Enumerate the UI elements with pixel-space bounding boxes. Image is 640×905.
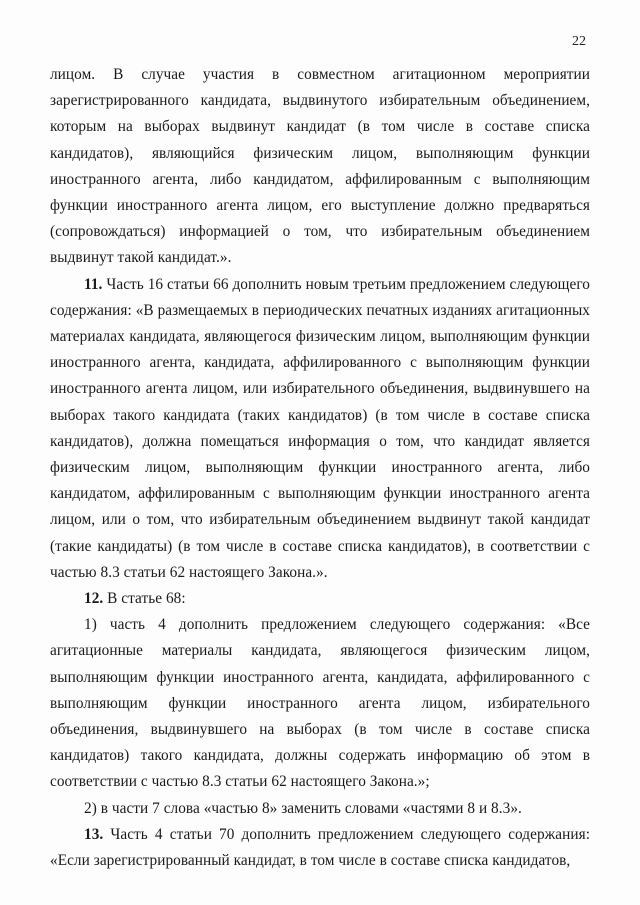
- paragraph-text: 1) часть 4 дополнить предложением следующего содержания: «Все агитационные материалы кандидата, являющегося физическим лицом, выполняющим функции иностранного агента, кандидата, аффилированного с выполняющим функции иностранного агента лицом, избирательного объединения, выдвинувшего на выборах (в том числе в составе списка кандидатов) такого кандидата, должны содержать информацию об этом в соответствии с частью 8.3 статьи 62 настоящего Закона.»;: [50, 616, 590, 791]
- paragraph-continuation: [50, 62, 590, 272]
- paragraph-item-13: [50, 822, 590, 874]
- document-body: [50, 62, 590, 874]
- paragraph-text: Часть 4 статьи 70 дополнить предложением следующего содержания: «Если зарегистрированный кандидат, в том числе в составе списка кандидатов,: [50, 825, 590, 870]
- paragraph-item-12: [50, 586, 590, 612]
- page-number: 22: [572, 34, 586, 49]
- paragraph-subitem-1: [50, 612, 590, 795]
- item-number: 13.: [84, 825, 104, 843]
- paragraph-text: Часть 16 статьи 66 дополнить новым третьим предложением следующего содержания: «В размещаемых в периодических печатных изданиях агитационных материалах кандидата, являющегося физическим лицом, выполняющим функции иностранного агента, кандидата, аффилированного с выполняющим функции иностранного агента лицом, или избирательного объединения, выдвинувшего на выборах такого кандидата (таких кандидатов) (в том числе в составе списка кандидатов), должна помещаться информация о том, что кандидат является физическим лицом, выполняющим функции иностранного агента, либо кандидатом, аффилированным с выполняющим функции иностранного агента лицом, или о том, что избирательным объединением выдвинут такой кандидат (такие кандидаты) (в том числе в составе списка кандидатов), в соответствии с частью 8.3 статьи 62 настоящего Закона.».: [50, 275, 590, 581]
- paragraph-subitem-2: [50, 796, 590, 822]
- item-number: 12.: [84, 590, 104, 608]
- item-number: 11.: [84, 275, 103, 293]
- paragraph-item-11: [50, 272, 590, 586]
- paragraph-text: 2) в части 7 слова «частью 8» заменить словами «частями 8 и 8.3».: [84, 799, 522, 817]
- paragraph-text: В статье 68:: [103, 590, 186, 608]
- paragraph-text: лицом. В случае участия в совместном агитационном мероприятии зарегистрированного кандидата, выдвинутого избирательным объединением, которым на выборах выдвинут кандидат (в том числе в составе списка кандидатов), являющийся физическим лицом, выполняющим функции иностранного агента, либо кандидатом, аффилированным с выполняющим функции иностранного агента лицом, его выступление должно предваряться (сопровождаться) информацией о том, что избирательным объединением выдвинут такой кандидат.».: [50, 66, 590, 267]
